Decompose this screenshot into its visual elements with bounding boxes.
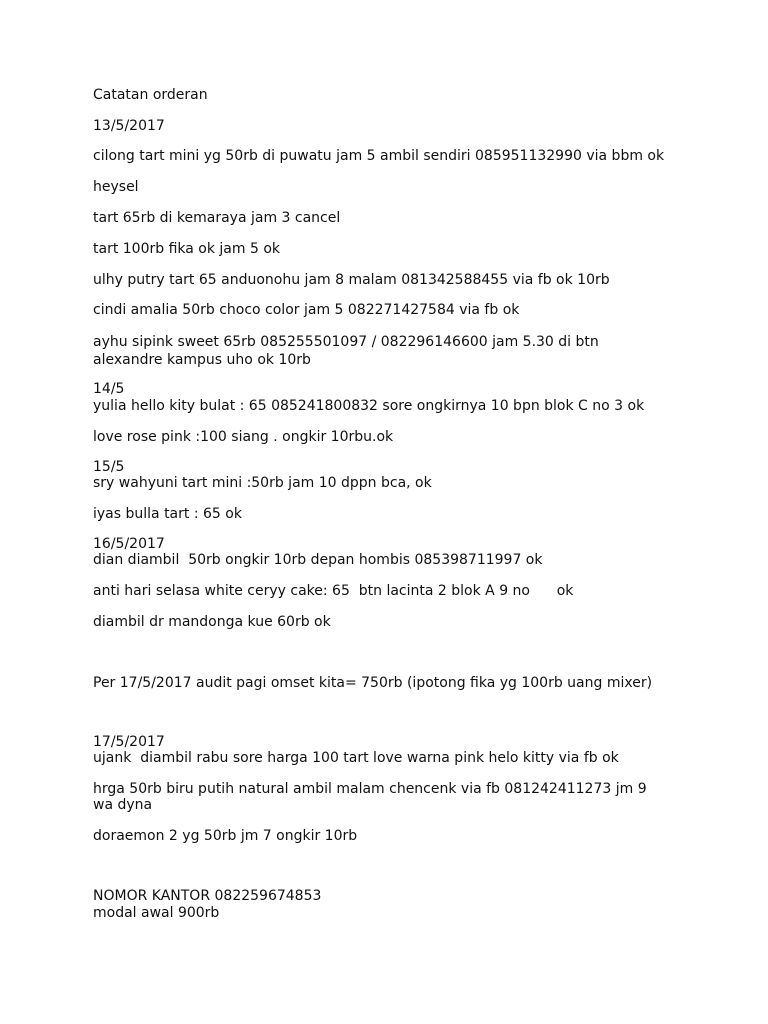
order-line: sry wahyuni tart mini :50rb jam 10 dppn bca, ok (93, 475, 432, 491)
order-line: hrga 50rb biru putih natural ambil malam chencenk via fb 081242411273 jm 9 (93, 781, 647, 797)
date-line: 17/5/2017 (93, 734, 165, 750)
date-line: 14/5 (93, 381, 125, 397)
capital-line: modal awal 900rb (93, 905, 220, 921)
order-line: diambil dr mandonga kue 60rb ok (93, 614, 331, 630)
order-line: anti hari selasa white ceryy cake: 65 btn lacinta 2 blok A 9 no ok (93, 583, 574, 599)
order-line: yulia hello kity bulat : 65 085241800832 sore ongkirnya 10 bpn blok C no 3 ok (93, 398, 645, 414)
date-line: 16/5/2017 (93, 536, 165, 552)
date-line: 13/5/2017 (93, 118, 165, 134)
office-number-line: NOMOR KANTOR 082259674853 (93, 888, 322, 904)
order-line: tart 65rb di kemaraya jam 3 cancel (93, 210, 341, 226)
order-line: alexandre kampus uho ok 10rb (93, 352, 311, 368)
order-line: ayhu sipink sweet 65rb 085255501097 / 082296146600 jam 5.30 di btn (93, 334, 599, 350)
order-line: tart 100rb fika ok jam 5 ok (93, 241, 280, 257)
order-line: love rose pink :100 siang . ongkir 10rbu.ok (93, 429, 394, 445)
date-line: 15/5 (93, 459, 125, 475)
order-line: cilong tart mini yg 50rb di puwatu jam 5 ambil sendiri 085951132990 via bbm ok (93, 148, 665, 164)
audit-line: Per 17/5/2017 audit pagi omset kita= 750rb (ipotong fika yg 100rb uang mixer) (93, 675, 653, 691)
order-line: cindi amalia 50rb choco color jam 5 082271427584 via fb ok (93, 302, 520, 318)
order-line: heysel (93, 179, 139, 195)
order-line: doraemon 2 yg 50rb jm 7 ongkir 10rb (93, 828, 358, 844)
order-line: wa dyna (93, 797, 153, 813)
order-line: dian diambil 50rb ongkir 10rb depan hombis 085398711997 ok (93, 552, 543, 568)
order-line: ujank diambil rabu sore harga 100 tart love warna pink helo kitty via fb ok (93, 750, 619, 766)
order-line: ulhy putry tart 65 anduonohu jam 8 malam 081342588455 via fb ok 10rb (93, 272, 610, 288)
document-title: Catatan orderan (93, 87, 208, 103)
order-line: iyas bulla tart : 65 ok (93, 506, 242, 522)
